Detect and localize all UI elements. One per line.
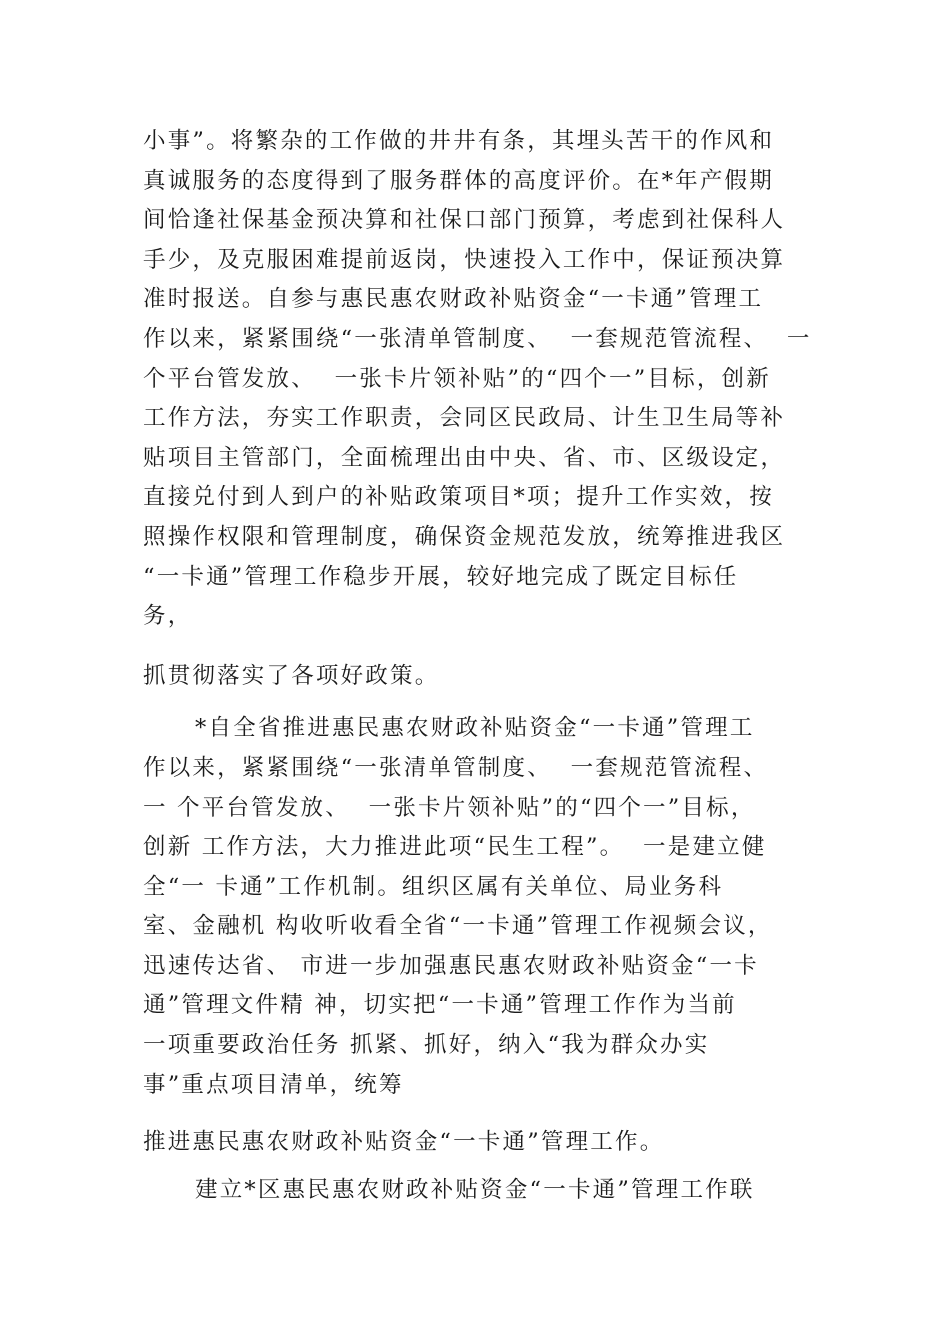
text-line: 间恰逢社保基金预决算和社保口部门预算，考虑到社保科人 bbox=[143, 207, 786, 234]
text-line: 建立*区惠民惠农财政补贴资金“一卡通”管理工作联 bbox=[195, 1176, 755, 1203]
text-line: 手少，及克服困难提前返岗，快速投入工作中，保证预决算 bbox=[143, 246, 786, 273]
document-body bbox=[143, 122, 823, 1210]
paragraph-1 bbox=[143, 122, 823, 637]
text-line: 个平台管发放、 一张卡片领补贴”的“四个一”目标，创新 bbox=[143, 365, 771, 392]
text-line: 工作方法，夯实工作职责，会同区民政局、计生卫生局等补 bbox=[143, 405, 786, 432]
text-line: 照操作权限和管理制度，确保资金规范发放，统筹推进我区 bbox=[143, 523, 786, 550]
text-line: 作以来，紧紧围绕“一张清单管制度、 一套规范管流程、 bbox=[143, 754, 769, 781]
text-line: 贴项目主管部门，全面梳理出由中央、省、市、区级设定， bbox=[143, 444, 786, 471]
paragraph-3 bbox=[143, 709, 823, 1105]
text-line: *自全省推进惠民惠农财政补贴资金“一卡通”管理工 bbox=[195, 715, 755, 742]
text-line: 务， bbox=[143, 603, 193, 630]
text-line: 全“一 卡通”工作机制。组织区属有关单位、局业务科 bbox=[143, 873, 724, 900]
paragraph-4 bbox=[143, 1123, 823, 1163]
paragraph-5 bbox=[143, 1171, 823, 1211]
text-line: 通”管理文件精 神，切实把“一卡通”管理工作作为当前 bbox=[143, 992, 737, 1019]
text-line: 真诚服务的态度得到了服务群体的高度评价。在*年产假期 bbox=[143, 167, 774, 194]
text-line: 室、金融机 构收听收看全省“一卡通”管理工作视频会议， bbox=[143, 913, 773, 940]
text-line: 作以来，紧紧围绕“一张清单管制度、 一套规范管流程、 一 bbox=[143, 325, 812, 352]
text-line: 迅速传达省、 市进一步加强惠民惠农财政补贴资金“一卡 bbox=[143, 952, 759, 979]
text-line: 一 个平台管发放、 一张卡片领补贴”的“四个一”目标， bbox=[143, 794, 756, 821]
text-line: 抓贯彻落实了各项好政策。 bbox=[143, 662, 440, 689]
text-line: 事”重点项目清单，统筹 bbox=[143, 1071, 404, 1098]
text-line: 准时报送。自参与惠民惠农财政补贴资金“一卡通”管理工 bbox=[143, 286, 764, 313]
text-line: 推进惠民惠农财政补贴资金“一卡通”管理工作。 bbox=[143, 1129, 665, 1156]
text-line: 一项重要政治任务 抓紧、抓好，纳入“我为群众办实 bbox=[143, 1032, 710, 1059]
text-line: 小事”。将繁杂的工作做的井井有条，其埋头苦干的作风和 bbox=[143, 128, 775, 154]
text-line: 直接兑付到人到户的补贴政策项目*项；提升工作实效，按 bbox=[143, 484, 774, 511]
paragraph-2 bbox=[143, 657, 823, 697]
text-line: “一卡通”管理工作稳步开展，较好地完成了既定目标任 bbox=[143, 563, 739, 590]
text-line: 创新 工作方法，大力推进此项“民生工程”。 一是建立健 bbox=[143, 834, 767, 861]
